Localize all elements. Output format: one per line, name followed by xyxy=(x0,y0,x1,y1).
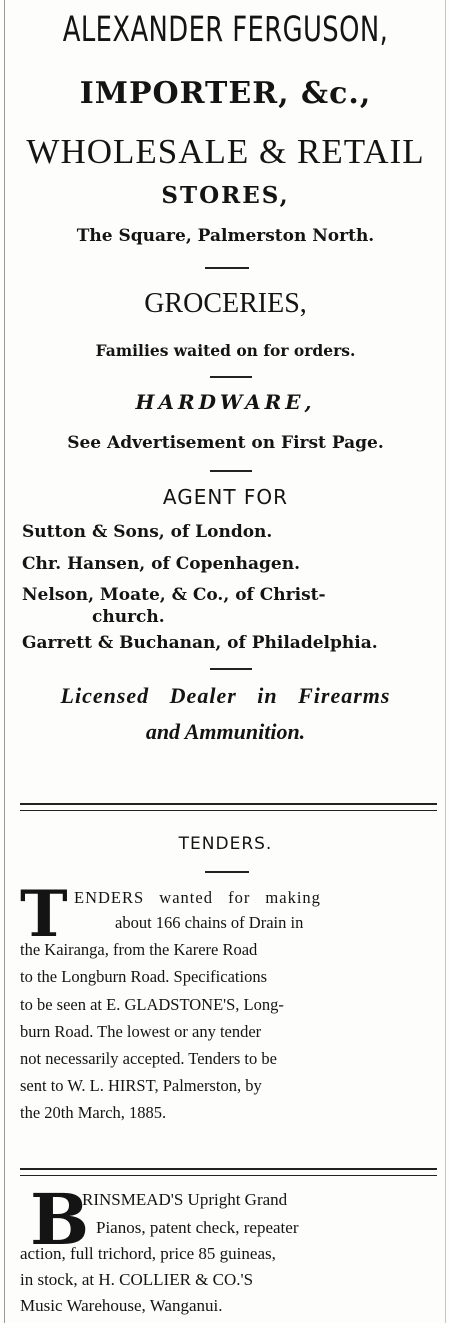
tenders-line: sent to W. L. HIRST, Palmerston, by xyxy=(20,1076,262,1095)
hardware-heading: HARDWARE, xyxy=(135,390,316,414)
short-rule xyxy=(210,470,252,472)
groceries-heading: GROCERIES, xyxy=(144,288,307,319)
section-divider xyxy=(20,1168,437,1176)
advertiser-name: ALEXANDER FERGUSON, xyxy=(62,10,389,50)
short-rule xyxy=(205,871,249,873)
families-line: Families waited on for orders. xyxy=(95,341,356,360)
short-rule xyxy=(210,668,252,670)
section-divider xyxy=(20,803,437,811)
tenders-line: the 20th March, 1885. xyxy=(20,1103,167,1122)
see-advertisement-line: See Advertisement on First Page. xyxy=(67,433,384,453)
agent-line: Nelson, Moate, & Co., of Christ- xyxy=(22,585,326,605)
short-rule xyxy=(205,267,249,269)
agent-line: Garrett & Buchanan, of Philadelphia. xyxy=(22,633,378,653)
stores-line: STORES, xyxy=(161,182,290,209)
tenders-line: to be seen at E. GLADSTONE'S, Long- xyxy=(20,995,284,1014)
licensed-line-2: and Ammunition. xyxy=(145,719,306,744)
tenders-line: burn Road. The lowest or any tender xyxy=(20,1022,262,1041)
tenders-line: not necessarily accepted. Tenders to be xyxy=(20,1049,277,1068)
agent-line: church. xyxy=(92,607,165,627)
tenders-line: to the Longburn Road. Specifications xyxy=(20,967,267,986)
importer-line: IMPORTER, &c., xyxy=(79,76,372,111)
brinsmead-line: action, full trichord, price 85 guineas, xyxy=(20,1244,276,1263)
brinsmead-dropcap: B xyxy=(30,1178,90,1261)
agent-line: Sutton & Sons, of London. xyxy=(22,522,273,542)
brinsmead-line: in stock, at H. COLLIER & CO.'S xyxy=(20,1270,254,1289)
tenders-line: about 166 chains of Drain in xyxy=(115,913,304,932)
short-rule xyxy=(210,376,252,378)
tenders-line: the Kairanga, from the Karere Road xyxy=(20,940,258,959)
brinsmead-line: Pianos, patent check, repeater xyxy=(96,1218,299,1237)
brinsmead-line: Music Warehouse, Wanganui. xyxy=(20,1296,223,1315)
tenders-line: ENDERS wanted for making xyxy=(74,888,321,907)
licensed-line-1: Licensed Dealer in Firearms xyxy=(60,683,391,708)
agent-line: Chr. Hansen, of Copenhagen. xyxy=(22,554,301,574)
column-rule-left xyxy=(4,0,5,1323)
column-rule-right xyxy=(445,0,446,1323)
wholesale-line: WHOLESALE & RETAIL xyxy=(26,132,425,171)
brinsmead-line: RINSMEAD'S Upright Grand xyxy=(82,1190,288,1209)
agent-for-heading: AGENT FOR xyxy=(162,485,289,509)
address-line: The Square, Palmerston North. xyxy=(76,226,375,246)
tenders-dropcap: T xyxy=(20,877,68,952)
tenders-heading: TENDERS. xyxy=(178,834,273,854)
